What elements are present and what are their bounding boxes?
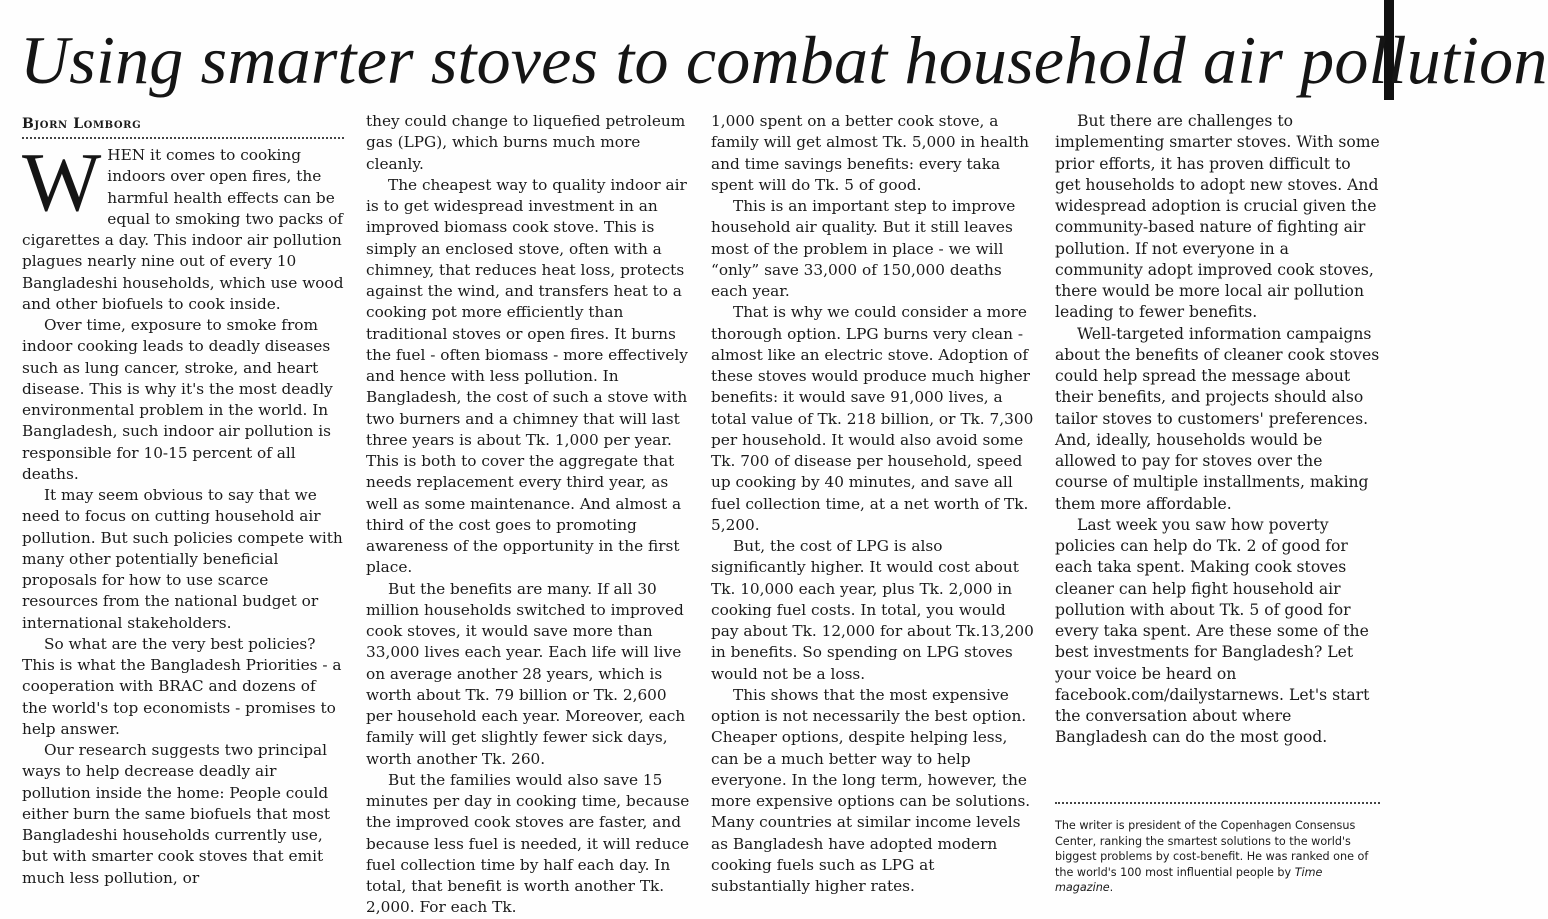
paragraph: But the benefits are many. If all 30 million households switched to improved cook stoves, it would save more than 33,000 lives each year. Each life will live on average another 28 years, which is worth about Tk. 79 billion or Tk. 2,600 per household each year. Moreover, each family will get slightly fewer sick days, worth another Tk. 260. — [366, 579, 686, 768]
author-bio-text: The writer is president of the Copenhagen Consensus Center, ranking the smartest solutions to the world's biggest problems by cost-benefit. He was ranked one of the world's 100 most influential people by — [1055, 819, 1369, 879]
paragraph: Our research suggests two principal ways to help decrease deadly air pollution inside the home: People could either burn the same biofuels that most Bangladeshi households currently use, but with smarter cook stoves that emit much less pollution, or — [22, 741, 331, 887]
paragraph: Well-targeted information campaigns about the benefits of cleaner cook stoves could help spread the message about their benefits, and projects should also tailor stoves to customers' preferences. And, ideally, households would be allowed to pay for stoves over the course of multiple installments, making them more affordable. — [1055, 324, 1380, 513]
article-column-2 — [366, 111, 690, 917]
paragraph-continuation: 1,000 spent on a better cook stove, a family will get almost Tk. 5,000 in health and time savings benefits: every taka spent will do Tk. 5 of good. — [711, 112, 1030, 194]
author-bio-note — [1055, 802, 1380, 896]
magazine-name: Time magazine — [1055, 865, 1323, 894]
paragraph: But, the cost of LPG is also significantly higher. It would cost about Tk. 10,000 each year, plus Tk. 2,000 in cooking fuel costs. In total, you would pay about Tk. 12,000 for about Tk.13,200 in benefits. So spending on LPG stoves would not be a loss. — [711, 537, 1034, 683]
paragraph-continuation: they could change to liquefied petroleum gas (LPG), which burns much more cleanly. — [366, 112, 686, 173]
paragraph: This shows that the most expensive option is not necessarily the best option. Cheaper options, despite helping less, can be a much better way to help everyone. In the long term, however, the more expensive options can be solutions. Many countries at similar income levels as Bangladesh have adopted modern cooking fuels such as LPG at substantially higher rates. — [711, 685, 1031, 895]
lead-paragraph-text: HEN it comes to cooking indoors over open fires, the harmful health effects can be equal to smoking two packs of cigarettes a day. This indoor air pollution plagues nearly nine out of every 10 Bangladeshi households, which use wood and other biofuels to cook inside. — [22, 146, 344, 313]
paragraph: So what are the very best policies? This is what the Bangladesh Priorities - a cooperation with BRAC and dozens of the world's top economists - promises to help answer. — [22, 634, 342, 738]
paragraph: It may seem obvious to say that we need to focus on cutting household air pollution. But such policies compete with many other potentially beneficial proposals for how to use scarce resources from the national budget or international stakeholders. — [22, 486, 343, 632]
article-column-1 — [22, 113, 344, 903]
article-column-3 — [711, 111, 1035, 901]
drop-cap: W — [22, 136, 102, 229]
paragraph: But there are challenges to implementing smarter stoves. With some prior efforts, it has proven difficult to get households to adopt new stoves. And widespread adoption is crucial given the community-based nature of fighting air pollution. If not everyone in a community adopt improved cook stoves, there would be more local air pollution leading to fewer benefits. — [1055, 112, 1380, 322]
article-headline: Using smarter stoves to combat household air pollution — [20, 22, 1548, 98]
lead-paragraph — [22, 136, 344, 315]
paragraph: This is an important step to improve household air quality. But it still leaves most of the problem in place - we will “only” save 33,000 of 150,000 deaths each year. — [711, 197, 1016, 300]
author-byline: Bjorn Lomborg — [22, 115, 344, 139]
paragraph: The cheapest way to quality indoor air is to get widespread investment in an improved biomass cook stove. This is simply an enclosed stove, often with a chimney, that reduces heat loss, protects against the wind, and transfers heat to a cooking pot more efficiently than traditional stoves or open fires. It burns the fuel - often biomass - more effectively and hence with less pollution. In Bangladesh, the cost of such a stove with two burners and a chimney that will last three years is about Tk. 1,000 per year. This is both to cover the aggregate that needs replacement every third year, as well as some maintenance. And almost a third of the cost goes to promoting awareness of the opportunity in the first place. — [366, 175, 688, 577]
author-bio-end: . — [1109, 881, 1114, 894]
paragraph: That is why we could consider a more thorough option. LPG burns very clean - almost like an electric stove. Adoption of these stoves would produce much higher benefits: it would save 91,000 lives, a total value of Tk. 218 billion, or Tk. 7,300 per household. It would also avoid some Tk. 700 of disease per household, speed up cooking by 40 minutes, and save all fuel collection time, at a net worth of Tk. 5,200. — [711, 303, 1034, 534]
paragraph: But the families would also save 15 minutes per day in cooking time, because the improved cook stoves are faster, and because less fuel is needed, it will reduce fuel collection time by half each day. In total, that benefit is worth another Tk. 2,000. For each Tk. — [366, 770, 690, 917]
paragraph: Over time, exposure to smoke from indoor cooking leads to deadly diseases such as lung cancer, stroke, and heart disease. This is why it's the most deadly environmental problem in the world. In Bangladesh, such indoor air pollution is responsible for 10-15 percent of all deaths. — [22, 316, 333, 483]
article-column-4 — [1055, 111, 1380, 901]
paragraph: Last week you saw how poverty policies can help do Tk. 2 of good for each taka spent. Making cook stoves cleaner can help fight household air pollution with about Tk. 5 of good for every taka spent. Are these some of the best investments for Bangladesh? Let your voice be heard on facebook.com/dailystarnews. Let's start the conversation about where Bangladesh can do the most good. — [1055, 515, 1370, 747]
